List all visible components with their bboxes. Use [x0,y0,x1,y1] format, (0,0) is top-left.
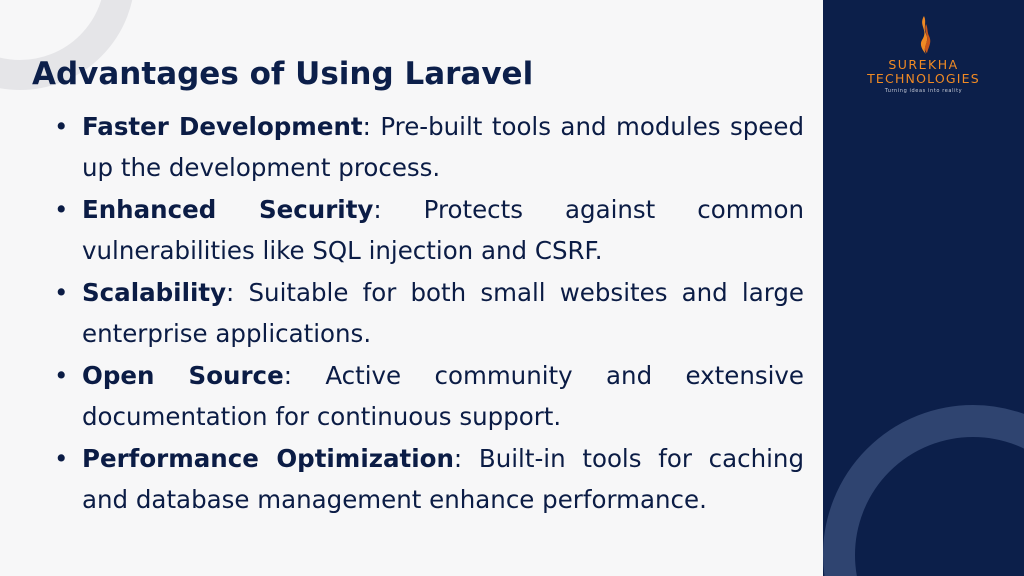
logo-text-surekha: SUREKHA [888,57,959,72]
logo-text-technologies: TECHNOLOGIES [867,71,980,86]
flame-logo-icon [914,14,934,56]
item-description: : Pre-built tools and modules speed up the development process. [82,112,804,182]
decorative-ring-bottom [823,405,1024,576]
logo-tagline: Turning ideas into reality [884,88,963,94]
list-item [54,273,804,354]
list-item [54,356,804,437]
item-description: : Protects against common vulnerabilities like SQL injection and CSRF. [82,195,804,265]
list-item [54,190,804,271]
item-term: Performance Optimization [82,444,454,473]
company-logo [823,14,1024,94]
item-term: Enhanced Security [82,195,374,224]
list-item [54,107,804,188]
item-term: Scalability [82,278,227,307]
item-term: Faster Development [82,112,363,141]
slide-title: Advantages of Using Laravel [32,56,534,92]
list-item [54,439,804,520]
item-term: Open Source [82,361,284,390]
advantages-list [54,107,804,522]
item-description: : Active community and extensive documentation for continuous support. [82,361,804,431]
item-description: : Built-in tools for caching and database management enhance performance. [82,444,804,514]
brand-sidebar [823,0,1024,576]
item-description: : Suitable for both small websites and large enterprise applications. [82,278,804,348]
